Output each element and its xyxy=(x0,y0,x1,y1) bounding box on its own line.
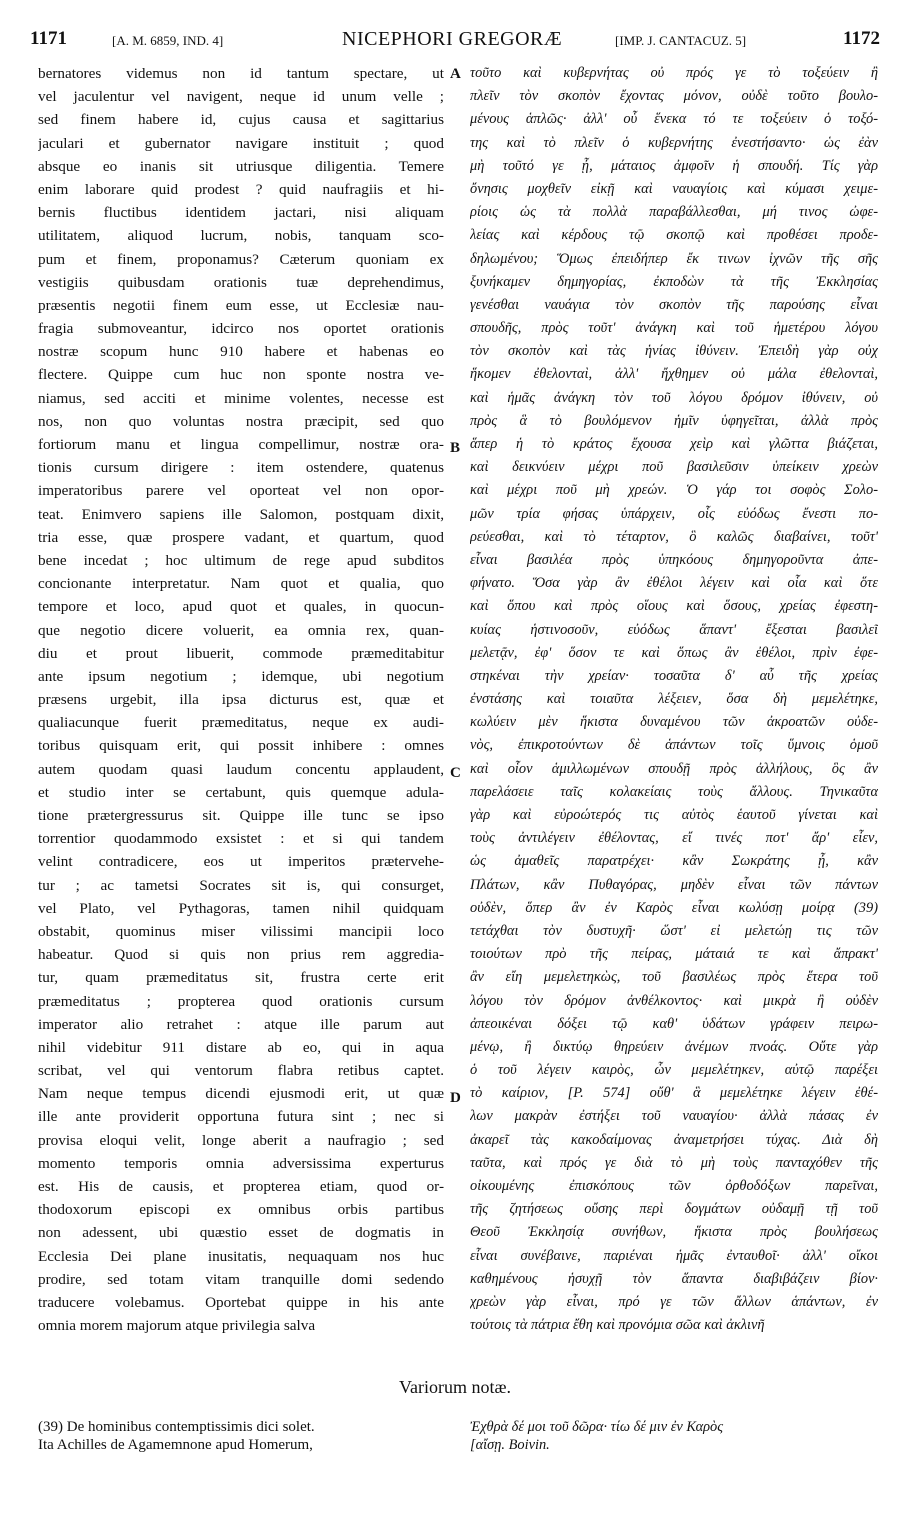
text-line: δηλωμένου; Ὅμως ἐπειδήπερ ἔκ τινων ἰχνῶν τῆς σῆς xyxy=(470,250,878,267)
text-line: velint contradicere, eos ut imperitos prætervehe- xyxy=(38,853,444,871)
page-title: NICEPHORI GREGORÆ xyxy=(342,28,563,50)
text-line: καὶ δεικνύειν μέχρι ποῦ βασιλεῦσιν ὑπείκειν χρεὼν xyxy=(470,459,878,476)
margin-letter-d: D xyxy=(450,1090,461,1106)
text-line: Πλάτων, κἂν Πυθαγόρας, μηδὲν εἶναι τῶν πάντων xyxy=(470,876,878,893)
text-line: ante ipsum negotium ; idemque, ubi negotium xyxy=(38,667,444,685)
text-line: καὶ ἡμᾶς ἀνάγκη τὸν τοῦ λόγου δρόμον ἰθύνειν, οὐ xyxy=(470,389,878,406)
left-page-number: 1171 xyxy=(30,28,67,49)
text-line: imperatoribus parere vel oporteat vel non opor- xyxy=(38,482,444,500)
text-line: omnia morem majorum atque privilegia salva xyxy=(38,1317,316,1335)
text-line: tur ; ac tametsi Socrates sit is, qui consurget, xyxy=(38,876,444,894)
text-line: [αἴσῃ. Boivin. xyxy=(470,1437,550,1453)
text-line: καὶ οἷον ἁμιλλωμένων σπουδῇ πρὸς ἀλλήλους, ὃς ἂν xyxy=(470,760,878,777)
text-line: πρὸς ἃ τὸ βουλόμενον ἡμῖν ὑφηγεῖται, ἀλλὰ πρὸς xyxy=(470,412,878,429)
text-line: τούτοις τὰ πάτρια ἔθη καὶ προνόμια σῶα καὶ ἀκλινῆ xyxy=(470,1317,765,1334)
text-line: bernis fluctibus identidem jactari, nisi aliquam xyxy=(38,204,444,222)
text-line: γὰρ καὶ εὐροώτερός τις αὐτὸς ἑαυτοῦ γίνεται καὶ xyxy=(470,807,878,823)
text-line: jaculari et gubernator navigare instituit ; quod xyxy=(38,134,444,152)
text-line: autem quodam quasi laudum concentu applaudent, xyxy=(38,760,444,778)
text-line: ξυνήκαμεν δημηγορίας, ἐκποδὼν τὰ τῆς Ἐκκλησίας xyxy=(470,273,878,290)
text-line: νὸς, ἐπικροτούντων δὲ ἁπάντων τοῖς ὕμνοις ὁμοῦ xyxy=(470,737,878,754)
left-reference: [A. M. 6859, IND. 4] xyxy=(112,33,224,48)
text-line: κυίας ἡστινοσοῦν, εὐόδως ἅπαντ' ἔξεσται βασιλεῖ xyxy=(470,621,878,638)
text-line: fortiorum manu et lingua compellimur, nostræ ora- xyxy=(38,436,444,453)
text-line: τοῦτο καὶ κυβερνήτας οὐ πρός γε τὸ τοξεύειν ἢ xyxy=(470,65,878,81)
text-line: καθημένους ἡσυχῇ τὸν ἅπαντα διαβιβάζειν βίον· xyxy=(470,1270,878,1287)
text-line: teat. Enimvero sapiens ille Salomon, postquam dixit, xyxy=(38,505,444,523)
text-line: ἥκομεν ἐθελονταὶ, ἀλλ' ἤχθημεν οὐ μάλα ἐθελονταὶ, xyxy=(470,366,878,383)
running-header xyxy=(30,28,880,58)
text-line: μένους ἁπλῶς· ἀλλ' οὗ ἕνεκα τό τε τοξεύειν ὁ τοξό- xyxy=(470,111,878,128)
text-line: momento temporis omnia adversissima experturus xyxy=(38,1154,444,1172)
text-line: tur, quam præmeditatus sit, frustra certe erit xyxy=(38,969,444,987)
text-line: λείας καὶ κέρδους τῷ σκοπῷ καὶ προθέσει προδε- xyxy=(470,227,878,244)
text-line: bernatores videmus non id tantum spectare, ut xyxy=(38,65,444,82)
text-line: ἅπερ ἡ τὸ κράτος ἔχουσα χεὶρ καὶ γλῶττα βιάζεται, xyxy=(470,436,878,452)
text-line: Nam neque tempus dicendi ejusmodi erit, ut quæ xyxy=(38,1085,444,1103)
text-line: ἂν εἴη μεμελετηκὼς, τοῦ βασιλέως πρὸς ἕτερα τοῦ xyxy=(470,969,878,986)
text-line: ἀκαρεῖ τὰς κακοδαίμονας ἀναμετρήσει τύχας. Διὰ δὴ xyxy=(470,1131,878,1148)
text-line: εἶναι βασιλέα πρὸς ὑπηκόους δημηγοροῦντα ἀπε- xyxy=(470,551,878,568)
text-line: scribat, vel qui ventorum flabra retibus captet. xyxy=(38,1062,444,1080)
text-line: τοιούτων πρὸ τῆς πείρας, μάταιά τε καὶ ἄπρακτ' xyxy=(470,946,878,963)
text-line: παρελάσειε ταῖς κολακείαις τοὺς ἄλλους. Τηνικαῦτα xyxy=(470,783,878,800)
margin-letter-c: C xyxy=(450,765,461,781)
text-line: non adessent, ubi quæstio esset de dogmatis in xyxy=(38,1224,444,1242)
text-line: præsentis negotii finem eum esse, ut Ecclesiæ nau- xyxy=(38,296,444,314)
note-latin xyxy=(38,1418,458,1454)
text-line: obstabit, quominus miser vilissimi mancipii loco xyxy=(38,922,444,940)
greek-column xyxy=(470,62,878,1337)
right-page-number: 1172 xyxy=(843,28,880,49)
text-line: ταῦτα, καὶ πρός γε διὰ τὸ μὴ τοὺς πανταχόθεν τῆς xyxy=(470,1154,878,1171)
text-line: Ecclesia Dei plane inusitatis, nequaquam nos huc xyxy=(38,1247,444,1265)
text-line: της καὶ τὸ πλεῖν ὁ κυβερνήτης ἐνεστήσαντο· ὡς ἐὰν xyxy=(470,134,878,151)
text-line: et studio inter se certabunt, quis quemque adula- xyxy=(38,783,444,801)
right-reference: [IMP. J. CANTACUZ. 5] xyxy=(615,33,747,48)
text-line: μὴ τοῦτό γε ᾖ, μάταιος ἀμφοῖν ἡ σπουδή. Τίς γὰρ xyxy=(470,157,878,174)
text-line: thodoxorum episcopi ex omnibus orbis partibus xyxy=(38,1201,444,1219)
text-line: τοὺς ἀντιλέγειν ἐθέλοντας, εἴ τινές ποτ' ἄρ' εἶεν, xyxy=(470,830,878,847)
text-line: μένῳ, ἢ δικτύῳ θηρεύειν ἀνέμων πνοάς. Οὔτε γὰρ xyxy=(470,1038,878,1055)
text-line: καὶ ὅπου καὶ πρὸς οἵους καὶ ὅσους, χρείας ἐφεστη- xyxy=(470,598,878,615)
text-line: χρεὼν γὰρ εἶναι, πρό γε τῶν ἄλλων ἁπάντων, ἐν xyxy=(470,1293,878,1310)
text-line: imperator alio retrahet : atque ille parum aut xyxy=(38,1015,444,1033)
text-line: τὸν σκοπὸν καὶ τὰς ἡνίας ἰθύνειν. Ἐπειδὴ γὰρ οὐχ xyxy=(470,343,878,360)
text-line: tione prætergressurus sit. Quippe ille tunc se ipso xyxy=(38,807,444,824)
text-line: est. His de causis, et propterea etiam, quod or- xyxy=(38,1178,444,1195)
text-line: niamus, sed acciti et minime volentes, necesse est xyxy=(38,389,444,407)
text-line: τὸ καίριον, [P. 574] οὔθ' ἃ μεμελέτηκε λέγειν ἐθέ- xyxy=(470,1085,878,1102)
text-line: nos, non quo voluntas nostra præcipit, sed quo xyxy=(38,412,444,430)
text-line: vel jaculentur vel navigent, neque id unum velle ; xyxy=(38,88,444,106)
text-line: concionante interpretatur. Nam quot et qualia, quo xyxy=(38,575,444,593)
text-line: ὡς ἀμαθεῖς παρατρέχει· κἂν Σωκράτης ᾖ, κἂν xyxy=(470,853,878,870)
text-line: tria esse, quæ prospere vadant, et quartum, quod xyxy=(38,528,444,546)
text-line: que negotio dicere voluerit, ea omnia rex, quan- xyxy=(38,621,444,639)
text-line: λων μακρὰν ἐστήξει τοῦ ναυαγίου· ἀλλὰ πάσας ἐν xyxy=(470,1108,878,1125)
text-line: λόγου τὸν δρόμον ἀνθέλκοντος· καὶ μικρὰ ἢ οὐδὲν xyxy=(470,992,878,1009)
text-line: Θεοῦ Ἐκκλησίᾳ συνήθων, ἥκιστα πρὸς βουλήσεως xyxy=(470,1224,878,1241)
text-line: πλεῖν τὸν σκοπὸν ἔχοντας μόνον, οὐδὲ τοῦτο βουλο- xyxy=(470,88,878,105)
text-line: φήνατο. Ὅσα γὰρ ἂν ἐθέλοι λέγειν καὶ οἷα καὶ ὅτε xyxy=(470,575,878,592)
text-line: sed finem habere id, cujus causa et sagittarius xyxy=(38,111,444,129)
text-line: ἀπεοικέναι δόξει τῷ καθ' ὑδάτων γράφειν πειρω- xyxy=(470,1015,878,1032)
text-line: οὐδὲν, ὅπερ ἂν ἐν Καρὸς εἶναι κωλύσῃ μοίρᾳ (39) xyxy=(470,899,878,916)
text-line: prodire, sed totam vitam tranquille domi sedendo xyxy=(38,1270,444,1288)
text-line: torrentior quodammodo exsistet : et si qui tandem xyxy=(38,830,444,848)
note-greek xyxy=(470,1418,880,1454)
text-line: μελετᾷν, ἐφ' ὅσον τε καὶ ὅπως ἂν ἐθέλοι, πρὶν ἐφε- xyxy=(470,644,878,661)
text-line: ille ante providerit opportuna futura sint ; nec si xyxy=(38,1108,444,1126)
text-line: ρεύεσθαι, καὶ τὸ τέταρτον, ὃ καλῶς διαβαίνει, τοῦτ' xyxy=(470,528,878,545)
text-line: habeatur. Quod si quis non prius rem aggredia- xyxy=(38,946,444,964)
text-line: τετάχθαι τὸν δυστυχῆ· ὥστ' εἰ μελετώῃ τις τῶν xyxy=(470,922,878,939)
text-line: bene incedat ; hoc ultimum de rege apud subditos xyxy=(38,551,444,569)
text-line: ἐνστάσης καὶ τοιαῦτα λέξειεν, ὅσα δὴ μεμελέτηκε, xyxy=(470,691,878,708)
text-line: enim laborare quid prodest ? quid naufragiis et hi- xyxy=(38,180,444,198)
text-line: utilitatem, aliquod lucrum, nobis, tanquam sco- xyxy=(38,227,444,245)
text-line: τῆς ζητήσεως οὔσης περὶ δογμάτων οὐδαμῇ τῇ τοῦ xyxy=(470,1201,878,1218)
text-line: pum et finem, proponamus? Cæterum quoniam ex xyxy=(38,250,444,268)
text-line: præsens urgebit, illa ipsa dicturus est, quæ et xyxy=(38,691,444,709)
text-line: absque eo inanis sit utriusque diligentia. Temere xyxy=(38,157,444,175)
text-line: καὶ μέχρι ποῦ μὴ χρεών. Ὁ γάρ τοι σοφὸς Σολο- xyxy=(470,482,878,499)
text-line: κωλύειν μὲν ἥκιστα δυναμένου τῶν ἀκροατῶν οὐδε- xyxy=(470,714,878,731)
text-line: provisa eloqui velit, longe aberit a naufragio ; sed xyxy=(38,1131,444,1149)
text-line: tionis cursum dirigere : item ostendere, quatenus xyxy=(38,459,444,477)
text-line: vestigiis quibusdam orationis tuæ deprehendimus, xyxy=(38,273,444,291)
text-line: εἶναι συνέβαινε, παριέναι ἡμᾶς ἐνταυθοῖ· ἀλλ' οἴκοι xyxy=(470,1247,878,1264)
latin-column xyxy=(38,62,444,1337)
text-line: qualiacunque fuerit præmeditatus, neque ex audi- xyxy=(38,714,444,732)
text-line: traducere volebamus. Oportebat quippe in his ante xyxy=(38,1293,444,1311)
text-line: (39) De hominibus contemptissimis dici solet. xyxy=(38,1419,315,1435)
text-line: σπουδῆς, πρὸς τοῦτ' ἀνάγκη καὶ τοῦ ἡμετέρου λόγου xyxy=(470,320,878,337)
text-line: nihil videbitur 911 distare ab eo, qui in aqua xyxy=(38,1038,444,1056)
text-line: γενέσθαι ναυάγια τὸν σκοπὸν τῆς παρούσης εἶναι xyxy=(470,296,878,313)
text-line: nostræ scopum hunc 910 habere et habenas eo xyxy=(38,343,444,361)
text-line: præmeditatus ; propterea quod orationis cursum xyxy=(38,992,444,1010)
margin-letter-a: A xyxy=(450,66,461,82)
text-line: toribus quisquam erit, qui possit inhibere : omnes xyxy=(38,737,444,755)
text-line: fragia submoveantur, idcirco nos oportet orationis xyxy=(38,320,444,338)
text-line: Ita Achilles de Agamemnone apud Homerum, xyxy=(38,1437,313,1453)
text-line: vel Plato, vel Pythagoras, tamen nihil quidquam xyxy=(38,899,444,917)
text-line: tempore et loco, apud quot et quales, in quocun- xyxy=(38,598,444,616)
text-line: Ἐχθρὰ δέ μοι τοῦ δῶρα· τίω δέ μιν ἐν Καρὸς xyxy=(470,1419,724,1435)
text-line: ὄνησις μοχθεῖν εἰκῇ καὶ ναυαγίοις καὶ κύμασι χειμε- xyxy=(470,180,878,197)
text-line: flectere. Quippe cum huc non sponte nostra ve- xyxy=(38,366,444,384)
text-line: στηκέναι τὴν χρείαν· τοσαῦτα δ' αὖ τῆς χρείας xyxy=(470,667,878,684)
text-line: diu et prout libuerit, commode præmeditabitur xyxy=(38,644,444,662)
notes-heading: Variorum notæ. xyxy=(399,1377,511,1397)
text-line: ὁ τοῦ λέγειν καιρὸς, ὧν μεμελέτηκεν, αὐτῷ παρέξει xyxy=(470,1062,878,1079)
text-line: μῶν τρία φήσας ὑπάρχειν, οἷς εὐόδως ἔνεστι πο- xyxy=(470,505,878,522)
text-line: οἰκουμένης ἐπισκόπους τῶν ὀρθοδόξων παρεῖναι, xyxy=(470,1178,878,1194)
margin-letter-b: B xyxy=(450,440,461,456)
text-line: ρίοις ὡς τὰ πολλὰ παραβάλλεσθαι, μή τινος ὠφε- xyxy=(470,204,878,221)
